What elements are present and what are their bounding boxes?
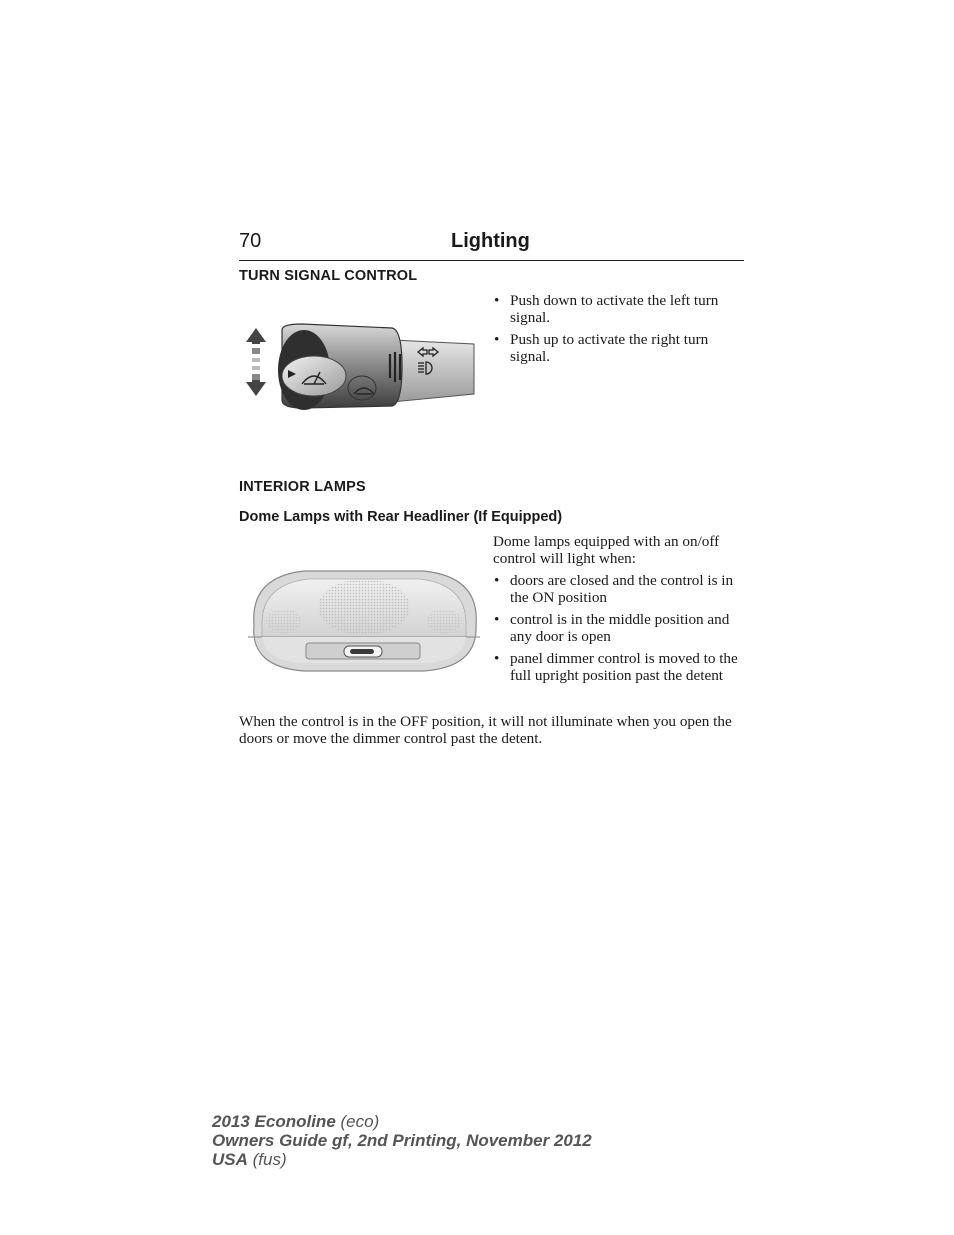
footer-region-line: USA (fus): [212, 1150, 287, 1169]
turn-signal-stalk-figure: [242, 318, 478, 413]
footer-model-line: 2013 Econoline (eco): [212, 1112, 380, 1131]
list-item: • Push down to activate the left turn signal.: [494, 292, 719, 326]
turn-signal-bullets: [493, 292, 748, 370]
dome-lamp-figure: [244, 565, 484, 677]
turn-signal-heading: TURN SIGNAL CONTROL: [239, 268, 418, 284]
dome-intro: Dome lamps equipped with an on/off control will light when:: [493, 533, 720, 567]
list-item: • panel dimmer control is moved to the full upright position past the detent: [494, 650, 738, 684]
switch-icon: [344, 646, 382, 657]
up-down-arrow-icon: [246, 328, 266, 396]
dome-bullets: [493, 572, 748, 689]
page-title: Lighting: [451, 230, 530, 252]
dome-off-note: When the control is in the OFF position, it will not illuminate when you open the doors or move the dimmer control past the detent.: [239, 713, 732, 747]
footer-guide-line: Owners Guide gf, 2nd Printing, November 2012: [212, 1131, 592, 1150]
page-header: [239, 228, 744, 261]
list-item: • Push up to activate the right turn signal.: [494, 331, 709, 365]
interior-lamps-heading: INTERIOR LAMPS: [239, 479, 366, 495]
page-number: 70: [239, 230, 262, 252]
list-item: • doors are closed and the control is in the ON position: [494, 572, 734, 606]
dome-lamps-heading: Dome Lamps with Rear Headliner (If Equipped): [239, 509, 563, 525]
list-item: • control is in the middle position and any door is open: [494, 611, 730, 645]
page-footer: [212, 1112, 592, 1169]
